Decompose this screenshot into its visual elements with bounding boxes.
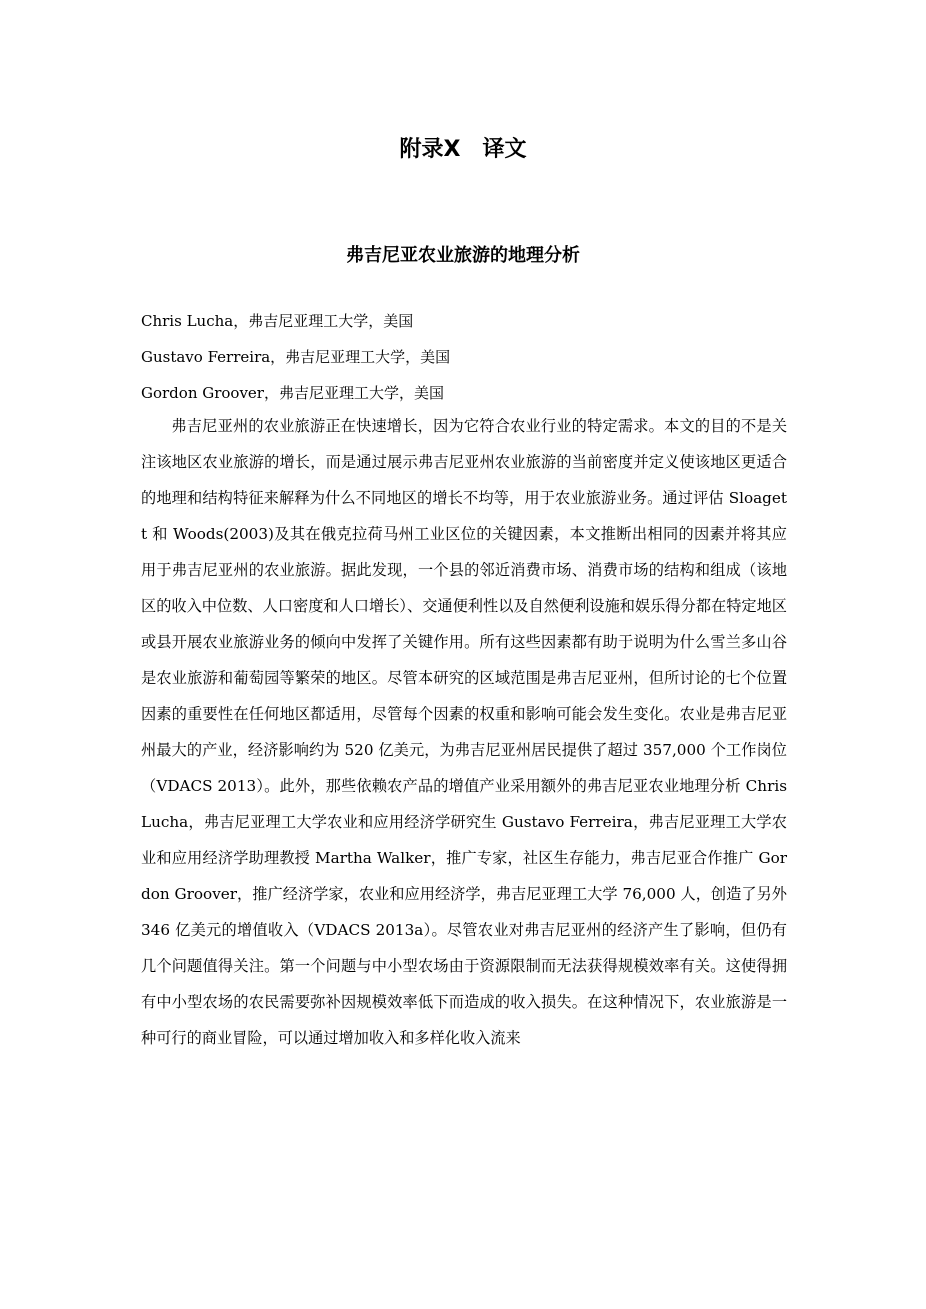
body-paragraph: 弗吉尼亚州的农业旅游正在快速增长，因为它符合农业行业的特定需求。本文的目的不是关注该地区农业旅游的增长，而是通过展示弗吉尼亚州农业旅游的当前密度并定义使该地区更适合的地理和结构特征来解释为什么不同地区的增长不均等，用于农业旅游业务。通过评估 Sloagett 和 Woods(2003)及其在俄克拉荷马州工业区位的关键因素，本文推断出相同的因素并将其应用于弗吉尼亚州的农业旅游。据此发现，一个县的邻近消费市场、消费市场的结构和组成（该地区的收入中位数、人口密度和人口增长）、交通便利性以及自然便利设施和娱乐得分都在特定地区或县开展农业旅游业务的倾向中发挥了关键作用。所有这些因素都有助于说明为什么雪兰多山谷是农业旅游和葡萄园等繁荣的地区。尽管本研究的区域范围是弗吉尼亚州，但所讨论的七个位置因素的重要性在任何地区都适用，尽管每个因素的权重和影响可能会发生变化。农业是弗吉尼亚州最大的产业，经济影响约为 520 亿美元，为弗吉尼亚州居民提供了超过 357,000 个工作岗位（VDACS 2013）。此外，那些依赖农产品的增值产业采用额外的弗吉尼亚农业地理分析 Chris Lucha，弗吉尼亚理工大学农业和应用经济学研究生 Gustavo Ferreira，弗吉尼亚理工大学农业和应用经济学助理教授 Martha Walker，推广专家，社区生存能力，弗吉尼亚合作推广 Gordon Groover，推广经济学家，农业和应用经济学，弗吉尼亚理工大学 76,000 人，创造了另外 346 亿美元的增值收入（VDACS 2013a）。尽管农业对弗吉尼亚州的经济产生了影响，但仍有几个问题值得关注。第一个问题与中小型农场由于资源限制而无法获得规模效率有关。这使得拥有中小型农场的农民需要弥补因规模效率低下而造成的收入损失。在这种情况下，农业旅游是一种可行的商业冒险，可以通过增加收入和多样化收入流来 — [141, 417, 787, 1047]
appendix-heading — [0, 134, 926, 166]
author-line: Gordon Groover，弗吉尼亚理工大学，美国 — [141, 384, 444, 402]
appendix-title: 译文 — [482, 137, 527, 162]
author-line: Gustavo Ferreira，弗吉尼亚理工大学，美国 — [141, 348, 451, 366]
appendix-label: 附录X — [399, 137, 461, 162]
paper-title: 弗吉尼亚农业旅游的地理分析 — [346, 245, 580, 266]
author-list — [141, 303, 791, 411]
author-line: Chris Lucha，弗吉尼亚理工大学，美国 — [141, 312, 414, 330]
